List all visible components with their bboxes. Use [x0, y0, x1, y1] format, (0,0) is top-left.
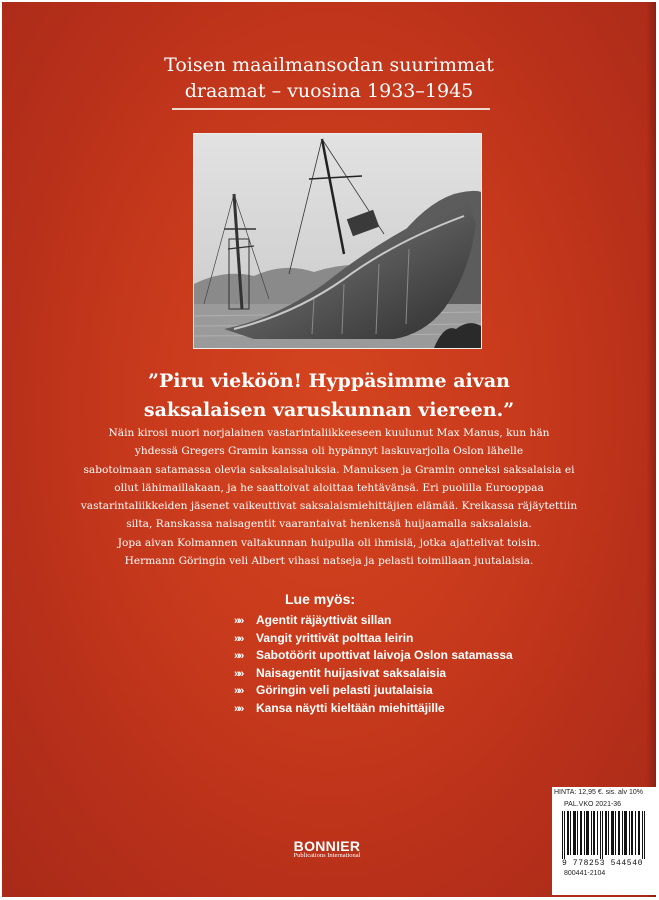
list-item-label: Naisagentit huijasivat saksalaisia: [256, 665, 447, 680]
publisher-subtitle: Publications International: [293, 852, 361, 859]
double-chevron-icon: »»: [234, 615, 243, 627]
list-item-label: Göringin veli pelasti juutalaisia: [256, 683, 433, 698]
list-item: [234, 665, 513, 683]
list-item: [234, 682, 513, 700]
publisher-logo: [272, 838, 382, 859]
description-line: Hermann Göringin veli Albert vihasi natseja ja pelasti toimillaan juutalaisia.: [124, 555, 534, 568]
description-line: yhdessä Gregers Gramin kanssa oli hypännyt laskuvarjolla Oslon lähelle: [134, 445, 524, 458]
barcode-icon: [562, 811, 648, 859]
list-item: [234, 700, 513, 718]
double-chevron-icon: »»: [234, 667, 243, 680]
publisher-name: BONNIER: [293, 838, 361, 854]
book-back-cover: [2, 2, 656, 897]
double-chevron-icon: »»: [234, 632, 243, 645]
quote-line-2: saksalaisen varuskunnan viereen.”: [143, 399, 515, 421]
list-item: [234, 630, 513, 648]
quote-line-1: ”Piru vieköön! Hyppäsimme aivan: [148, 370, 510, 392]
read-also-list: [234, 612, 513, 718]
description-line: Jopa aivan Kolmannen valtakunnan huipulla oli ihmisiä, jotka ajattelivat toisin.: [117, 536, 541, 549]
description-line: ollut lähimaillakaan, ja he saattoivat aloittaa tehtävänsä. Eri puolilla Eurooppaa: [114, 481, 544, 494]
read-also-title: Lue myös:: [285, 591, 356, 607]
list-item-label: Sabotöörit upottivat laivoja Oslon satamassa: [256, 648, 513, 663]
double-chevron-icon: »»: [234, 685, 243, 698]
pull-quote: [2, 367, 656, 425]
description-line: vastarintaliikkeiden jäsenet vaikeuttivat saksalaismiehittäjien elämää. Kreikassa räjäytettiin: [80, 500, 578, 513]
list-item: [234, 647, 513, 665]
list-item-label: Agentit räjäyttivät sillan: [256, 613, 392, 627]
isbn-number: 9 778253 544540: [562, 859, 644, 868]
pal-vko-code: PAL.VKO 2021-36: [564, 801, 622, 808]
price-barcode-box: [552, 787, 656, 895]
headline-line-2: draamat – vuosina 1933–1945: [184, 80, 474, 102]
price-label: HINTA: 12,95 €. sis. alv 10%: [554, 789, 643, 796]
headline-line-1: Toisen maailmansodan suurimmat: [164, 54, 494, 76]
double-chevron-icon: »»: [234, 650, 243, 663]
description-line: silta, Ranskassa naisagentit vaarantaivat henkensä huijaamalla saksalaisia.: [126, 518, 532, 531]
double-chevron-icon: »»: [234, 702, 243, 715]
list-item-label: Vangit yrittivät polttaa leirin: [256, 630, 414, 645]
product-code: 800441-2104: [564, 870, 606, 877]
headline: [2, 52, 656, 104]
headline-divider: [172, 108, 490, 110]
list-item-label: Kansa näytti kieltään miehittäjille: [256, 700, 445, 715]
description-text: [2, 424, 656, 570]
description-line: Näin kirosi nuori norjalainen vastarintaliikkeeseen kuulunut Max Manus, kun hän: [108, 427, 550, 439]
shipwreck-photo: [193, 133, 482, 349]
list-item: [234, 612, 513, 630]
description-line: sabotoimaan satamassa olevia saksalaisaluksia. Manuksen ja Gramin onneksi saksalaisia ei: [83, 463, 575, 476]
